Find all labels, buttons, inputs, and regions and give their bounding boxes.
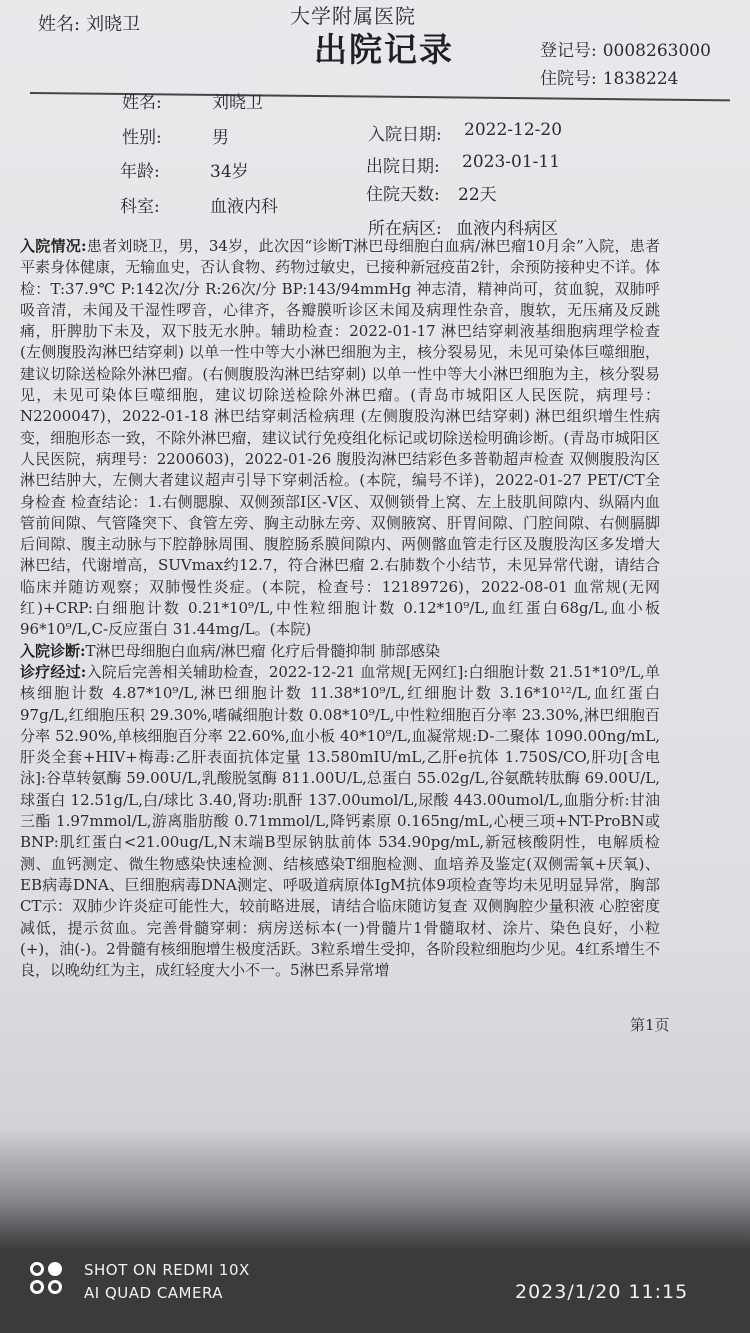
stay-days-row (366, 180, 497, 205)
header-name-label: 姓名: (38, 14, 81, 35)
diagnosis-section (20, 641, 660, 662)
admission-text: 患者刘晓卫，男，34岁，此次因“诊断T淋巴母细胞白血病/淋巴瘤10月余”入院，患者平素身体健康，无输血史，否认食物、药物过敏史，已接种新冠疫苗2针，余预防接种史不详。体检：T:37.9℃ P:142次/分 R:26次/分 BP:143/94mmHg 神志清，精神尚可，贫血貌，双肺呼吸音清，未闻及干湿性啰音，心律齐，各瓣膜听诊区未闻及病理性杂音，腹软，无压痛及反跳痛，肝脾肋下未及，双下肢无水肿。辅助检查：2022-01-17 淋巴结穿刺液基细胞病理学检查 (左侧腹股沟淋巴结穿刺) 以单一性中等大小淋巴细胞为主，核分裂易见，未见可染体巨噬细胞，建议切除送检除外淋巴瘤。(右侧腹股沟淋巴结穿刺) 以单一性中等大小淋巴细胞为主，核分裂易见，未见可染体巨噬细胞，建议切除送检除外淋巴瘤。(青岛市城阳区人民医院，病理号：N2200047)，2022-01-18 淋巴结穿刺活检病理 (左侧腹股沟淋巴结穿刺) 淋巴组织增生性病变，细胞形态一致，不除外淋巴瘤，建议试行免疫组化标记或切除送检明确诊断。(青岛市城阳区人民医院，病理号：2200603)，2022-01-26 腹股沟淋巴结彩色多普勒超声检查 双侧腹股沟区淋巴结肿大，左侧大者建议超声引导下穿刺活检。(本院，编号不详)，2022-01-27 PET/CT全身检查 检查结论：1.右侧腮腺、双侧颈部Ⅰ区-Ⅴ区、双侧锁骨上窝、左上肢肌间隙内、纵隔内血管前间隙、气管隆突下、食管左旁、胸主动脉左旁、双侧腋窝、肝胃间隙、门腔间隙、右侧膈脚后间隙、腹主动脉与下腔静脉周围、腹腔肠系膜间隙内、两侧髂血管走行区及腹股沟区多发增大淋巴结，代谢增高，SUVmax约12.7，符合淋巴瘤 2.右肺数个小结节，未见异常代谢，请结合临床并随访观察；双肺慢性炎症。(本院，检查号：12189726)，2022-08-01 血常规(无网红)+CRP:白细胞计数 0.21*10⁹/L,中性粒细胞计数 0.12*10⁹/L,血红蛋白68g/L,血小板 96*10⁹/L,C-反应蛋白 31.44mg/L。(本院) (20, 237, 660, 639)
department-value: 血液内科 (210, 197, 278, 217)
admit-date-row (368, 120, 563, 145)
age-label: 年龄: (120, 162, 160, 182)
discharge-date-value: 2023-01-11 (462, 152, 561, 172)
name-value: 刘晓卫 (212, 93, 263, 113)
document-title: 出院记录 (314, 30, 454, 69)
hospital-name: 大学附属医院 (290, 4, 416, 28)
header-patient-name (38, 10, 140, 36)
photo-timestamp: 2023/1/20 11:15 (515, 1281, 689, 1303)
name-label: 姓名: (122, 93, 162, 113)
registration-label: 登记号: (540, 41, 597, 61)
header-name-value: 刘晓卫 (86, 14, 141, 35)
course-section (20, 662, 660, 981)
gender-label: 性别: (122, 128, 162, 148)
gender-value: 男 (212, 128, 229, 148)
paper-shadow (0, 1130, 750, 1250)
admit-date-value: 2022-12-20 (464, 120, 563, 140)
discharge-date-row (366, 152, 561, 177)
page-number: 第1页 (630, 1016, 670, 1034)
admission-number (540, 64, 678, 89)
course-text: 入院后完善相关辅助检查，2022-12-21 血常规[无网红]:白细胞计数 21.51*10⁹/L,单核细胞计数 4.87*10⁹/L,淋巴细胞计数 11.38*10⁹/L,红细胞计数 3.16*10¹²/L,血红蛋白 97g/L,红细胞压积 29.30%,嗜碱细胞计数 0.08*10⁹/L,中性粒细胞百分率 23.30%,淋巴细胞百分率 52.90%,单核细胞百分率 22.60%,血小板 40*10⁹/L,血凝常规:D-二聚体 1090.00ng/mL,肝炎全套+HIV+梅毒:乙肝表面抗体定量 13.580mIU/mL,乙肝e抗体 1.750S/CO,肝功[含电泳]:谷草转氨酶 59.00U/L,乳酸脱氢酶 811.00U/L,总蛋白 55.02g/L,谷氨酰转肽酶 69.00U/L,球蛋白 12.51g/L,白/球比 3.40,肾功:肌酐 137.00umol/L,尿酸 443.00umol/L,血脂分析:甘油三酯 1.97mmol/L,游离脂肪酸 0.71mmol/L,降钙素原 0.165ng/mL,心梗三项+NT-ProBN或BNP:肌红蛋白<21.00ug/L,N末端B型尿钠肽前体 534.90pg/mL,新冠核酸阴性，电解质检测、血钙测定、微生物感染快速检测、结核感染T细胞检测、血培养及鉴定(双侧需氧+厌氧)、EB病毒DNA、巨细胞病毒DNA测定、呼吸道病原体IgM抗体9项检查等均未见明显异常，胸部CT示：双肺少许炎症可能性大，较前略进展，请结合临床随访复查 双侧胸腔少量积液 心腔密度减低，提示贫血。完善骨髓穿刺：病房送标本(一)骨髓片1骨髓取材、涂片、染色良好，小粒(+)，油(-)。2骨髓有核细胞增生极度活跃。3粒系增生受抑，各阶段粒细胞均少见。4红系增生不良，以晚幼红为主，成红轻度大小不一。5淋巴系异常增 (20, 662, 660, 980)
stay-days-label: 住院天数: (366, 185, 440, 205)
department-label: 科室: (120, 197, 160, 217)
ward-label: 所在病区: (368, 219, 442, 239)
admission-no-value: 1838224 (602, 69, 679, 89)
gender-row (122, 123, 229, 148)
ward-value: 血液内科病区 (456, 219, 558, 239)
discharge-date-label: 出院日期: (366, 157, 440, 177)
record-body (20, 236, 660, 981)
course-heading: 诊疗经过: (20, 662, 87, 681)
admission-heading: 入院情况: (20, 237, 87, 255)
stay-days-value: 22天 (458, 185, 497, 205)
admission-section (20, 236, 660, 641)
admission-no-label: 住院号: (540, 69, 597, 89)
registration-value: 0008263000 (602, 41, 711, 61)
diagnosis-heading: 入院诊断: (20, 641, 86, 660)
age-row (120, 157, 249, 182)
name-row (122, 88, 263, 113)
camera-model-text: SHOT ON REDMI 10X (84, 1261, 250, 1279)
department-row (120, 192, 278, 217)
registration-number (540, 36, 711, 61)
camera-feature-text: AI QUAD CAMERA (84, 1284, 224, 1302)
age-value: 34岁 (210, 162, 249, 182)
admit-date-label: 入院日期: (368, 125, 442, 145)
diagnosis-text: T淋巴母细胞白血病/淋巴瘤 化疗后骨髓抑制 肺部感染 (85, 641, 441, 660)
